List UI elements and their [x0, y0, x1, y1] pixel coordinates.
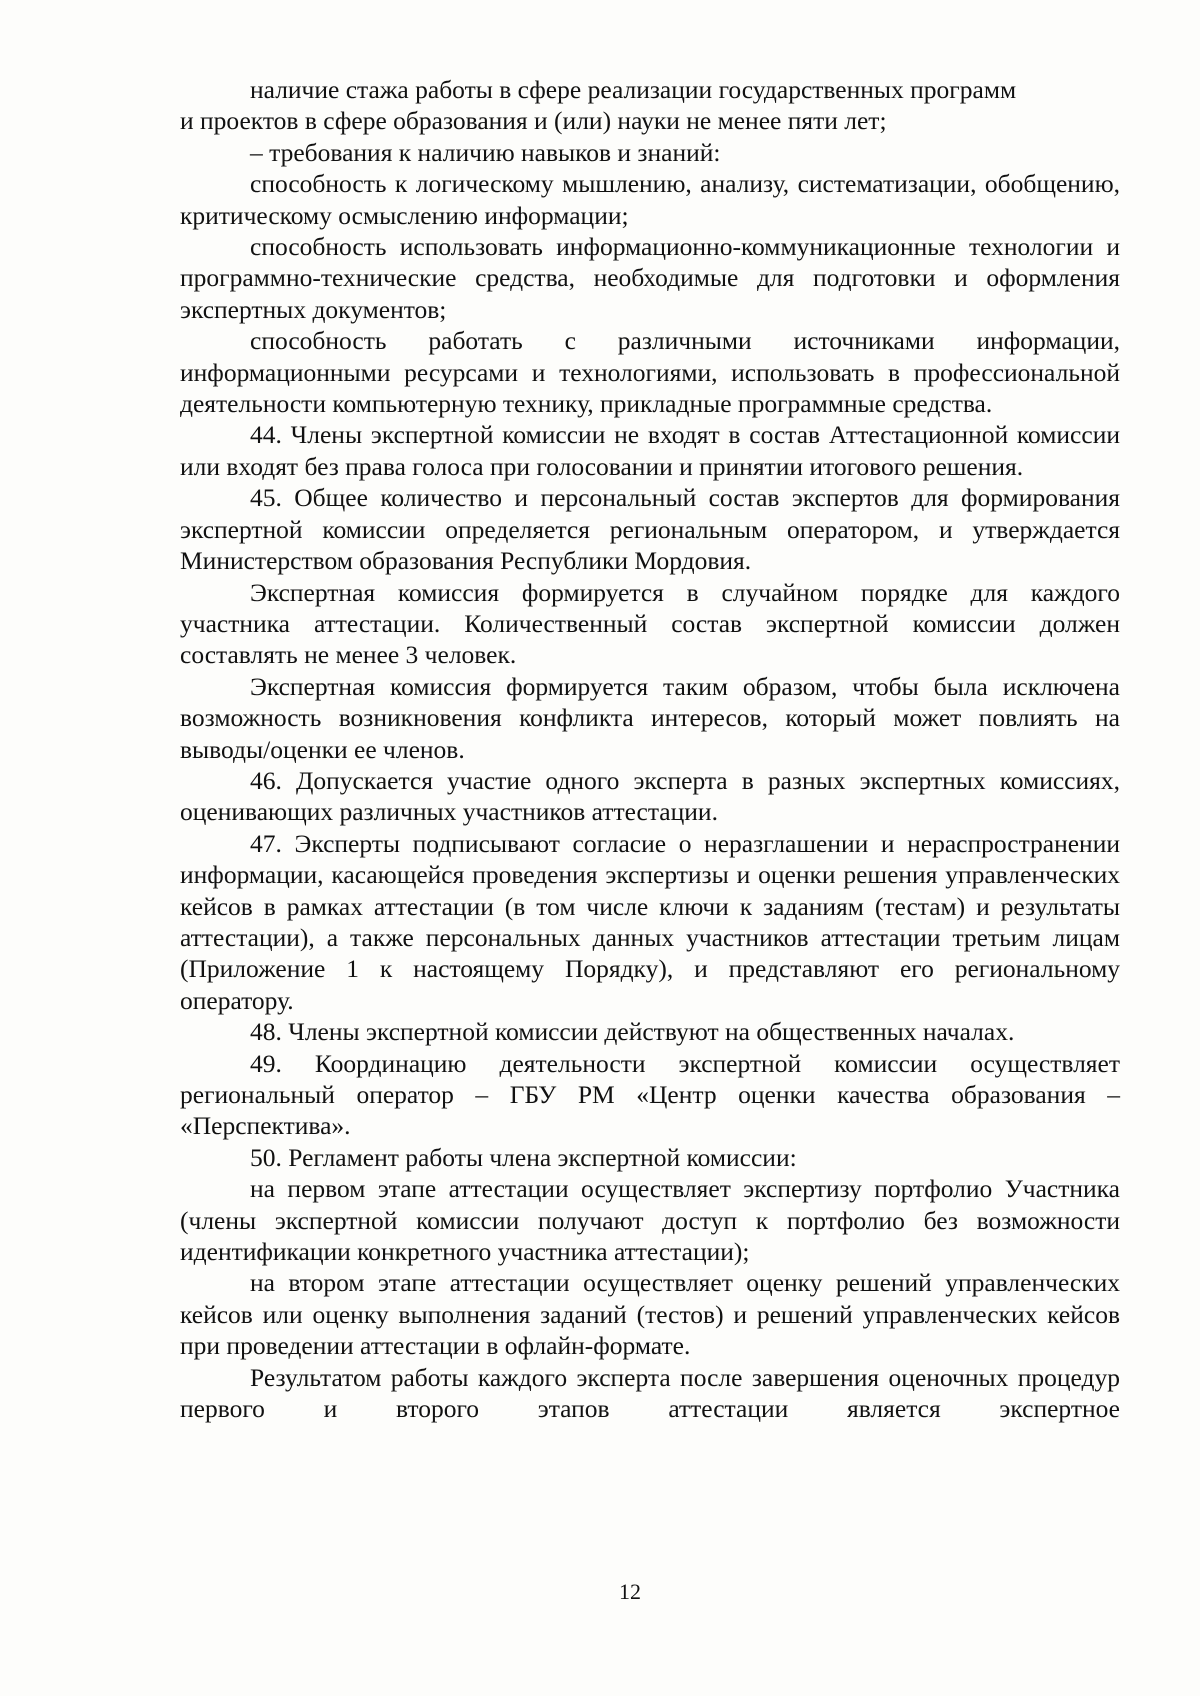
paragraph: 47. Эксперты подписывают согласие о неразглашении и нераспространении информации, касающейся проведения экспертизы и оценки решения управленческих кейсов в рамках аттестации (в том числе ключи к заданиям (тестам) и результаты аттестации), а также персональных данных участников аттестации третьим лицам (Приложение 1 к настоящему Порядку), и представляют его региональному оператору.	[180, 828, 1120, 1015]
paragraph: на втором этапе аттестации осуществляет оценку решений управленческих кейсов или оценку выполнения заданий (тестов) и решений управленческих кейсов при проведении аттестации в офлайн-формате.	[180, 1268, 1120, 1361]
page-number: 12	[619, 1579, 641, 1604]
paragraph: 49. Координацию деятельности экспертной комиссии осуществляет региональный оператор – ГБУ РМ «Центр оценки качества образования – «Перспектива».	[180, 1048, 1120, 1141]
paragraph: Экспертная комиссия формируется в случайном порядке для каждого участника аттестации. Количественный состав экспертной комиссии должен составлять не менее 3 человек.	[180, 577, 1120, 670]
paragraph: способность работать с различными источниками информации, информационными ресурсами и технологиями, использовать в профессиональной деятельности компьютерную технику, прикладные программные средства.	[180, 326, 1120, 419]
paragraph: 48. Члены экспертной комиссии действуют на общественных началах.	[250, 1017, 1015, 1047]
paragraph: 50. Регламент работы члена экспертной комиссии:	[250, 1142, 797, 1172]
paragraph: Результатом работы каждого эксперта после завершения оценочных процедур первого и второго этапов аттестации является экспертное	[180, 1362, 1120, 1424]
paragraph: 45. Общее количество и персональный состав экспертов для формирования экспертной комиссии определяется региональным оператором, и утверждается Министерством образования Республики Мордовия.	[180, 483, 1120, 576]
paragraph: Экспертная комиссия формируется таким образом, чтобы была исключена возможность возникновения конфликта интересов, который может повлиять на выводы/оценки ее членов.	[180, 671, 1120, 764]
paragraph: способность использовать информационно-коммуникационные технологии и программно-технические средства, необходимые для подготовки и оформления экспертных документов;	[180, 232, 1120, 324]
paragraph: 46. Допускается участие одного эксперта в разных экспертных комиссиях, оценивающих различных участников аттестации.	[180, 765, 1120, 827]
paragraph: и проектов в сфере образования и (или) науки не менее пяти лет;	[180, 106, 887, 136]
paragraph: на первом этапе аттестации осуществляет экспертизу портфолио Участника (члены экспертной комиссии получают доступ к портфолио без возможности идентификации конкретного участника аттестации);	[180, 1174, 1120, 1267]
paragraph: способность к логическому мышлению, анализу, систематизации, обобщению, критическому осмыслению информации;	[180, 169, 1120, 230]
paragraph: наличие стажа работы в сфере реализации государственных программ	[250, 75, 1017, 104]
paragraph: 44. Члены экспертной комиссии не входят в состав Аттестационной комиссии или входят без права голоса при голосовании и принятии итогового решения.	[180, 420, 1120, 481]
document-body	[180, 74, 1120, 1424]
paragraph: – требования к наличию навыков и знаний:	[250, 137, 721, 167]
